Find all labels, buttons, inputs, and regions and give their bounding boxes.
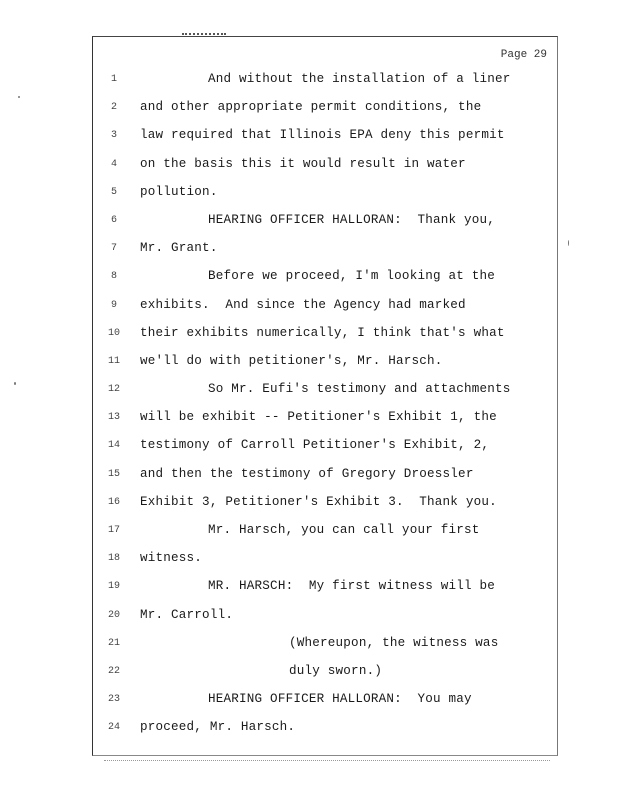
transcript-line xyxy=(93,71,557,99)
line-text: HEARING OFFICER HALLORAN: You may xyxy=(208,692,472,707)
transcript-line xyxy=(93,325,557,353)
line-number: 12 xyxy=(107,384,120,396)
transcript-line xyxy=(93,663,557,691)
transcript-line xyxy=(93,212,557,240)
line-number: 23 xyxy=(107,694,120,706)
line-number: 5 xyxy=(110,186,117,198)
line-number: 8 xyxy=(110,271,117,283)
transcript-line xyxy=(93,691,557,719)
line-text: Mr. Harsch, you can call your first xyxy=(208,523,480,537)
transcript-line xyxy=(93,466,557,494)
transcript-line xyxy=(93,578,557,606)
transcript-line xyxy=(93,494,557,522)
transcript-line xyxy=(93,127,557,155)
line-number: 4 xyxy=(110,158,117,170)
transcript-line xyxy=(93,409,557,437)
page-number: Page 29 xyxy=(500,49,547,61)
transcript-line xyxy=(93,550,557,578)
line-text: will be exhibit -- Petitioner's Exhibit 1, the xyxy=(140,410,497,425)
transcript-page xyxy=(92,36,558,756)
transcript-line xyxy=(93,381,557,409)
line-text: Before we proceed, I'm looking at the xyxy=(208,269,496,284)
line-text: exhibits. And since the Agency had marked xyxy=(140,297,466,312)
line-number: 19 xyxy=(107,581,120,593)
scan-speck xyxy=(568,240,569,246)
line-text: So Mr. Eufi's testimony and attachments xyxy=(208,382,511,397)
scan-artifact-bottom xyxy=(104,760,550,763)
line-number: 20 xyxy=(107,609,120,621)
transcript-line xyxy=(93,156,557,184)
transcript-lines xyxy=(93,71,557,748)
line-number: 9 xyxy=(110,299,117,311)
line-number: 13 xyxy=(107,412,120,424)
transcript-line xyxy=(93,268,557,296)
line-number: 15 xyxy=(107,468,120,480)
transcript-line xyxy=(93,99,557,127)
line-number: 14 xyxy=(107,440,120,452)
line-number: 21 xyxy=(107,637,120,649)
line-text: And without the installation of a liner xyxy=(208,72,511,86)
line-text: their exhibits numerically, I think that's what xyxy=(140,325,505,340)
transcript-line xyxy=(93,522,557,550)
line-text: proceed, Mr. Harsch. xyxy=(140,720,296,735)
transcript-line xyxy=(93,297,557,325)
transcript-line xyxy=(93,719,557,747)
line-number: 18 xyxy=(107,553,120,565)
line-number: 10 xyxy=(107,327,120,339)
line-text: we'll do with petitioner's, Mr. Harsch. xyxy=(140,353,443,368)
line-number: 24 xyxy=(107,722,120,734)
line-text: HEARING OFFICER HALLORAN: Thank you, xyxy=(208,212,496,227)
line-number: 17 xyxy=(107,525,120,536)
transcript-line xyxy=(93,635,557,663)
line-text: Mr. Carroll. xyxy=(140,607,234,622)
scan-speck xyxy=(18,96,20,98)
line-text: duly sworn.) xyxy=(289,663,383,678)
line-text: MR. HARSCH: My first witness will be xyxy=(208,579,496,594)
transcript-line xyxy=(93,184,557,212)
line-number: 1 xyxy=(110,74,117,85)
line-text: witness. xyxy=(140,551,203,566)
line-number: 7 xyxy=(110,243,117,255)
transcript-line xyxy=(93,353,557,381)
line-number: 6 xyxy=(110,214,117,226)
line-text: Mr. Grant. xyxy=(140,241,218,256)
line-number: 22 xyxy=(107,665,120,677)
scan-speck xyxy=(14,382,16,385)
line-text: Exhibit 3, Petitioner's Exhibit 3. Thank you. xyxy=(140,494,497,509)
line-text: on the basis this it would result in water xyxy=(140,156,466,171)
transcript-line xyxy=(93,240,557,268)
line-number: 3 xyxy=(110,130,117,142)
line-text: law required that Illinois EPA deny this permit xyxy=(140,128,505,143)
line-text: and then the testimony of Gregory Droessler xyxy=(140,466,474,481)
line-number: 16 xyxy=(107,496,120,508)
line-text: pollution. xyxy=(140,184,218,199)
transcript-line xyxy=(93,437,557,465)
transcript-line xyxy=(93,607,557,635)
line-text: and other appropriate permit conditions, the xyxy=(140,100,482,115)
line-number: 2 xyxy=(110,102,117,114)
line-text: (Whereupon, the witness was xyxy=(289,635,499,650)
line-text: testimony of Carroll Petitioner's Exhibit, 2, xyxy=(140,438,490,453)
line-number: 11 xyxy=(107,355,120,367)
